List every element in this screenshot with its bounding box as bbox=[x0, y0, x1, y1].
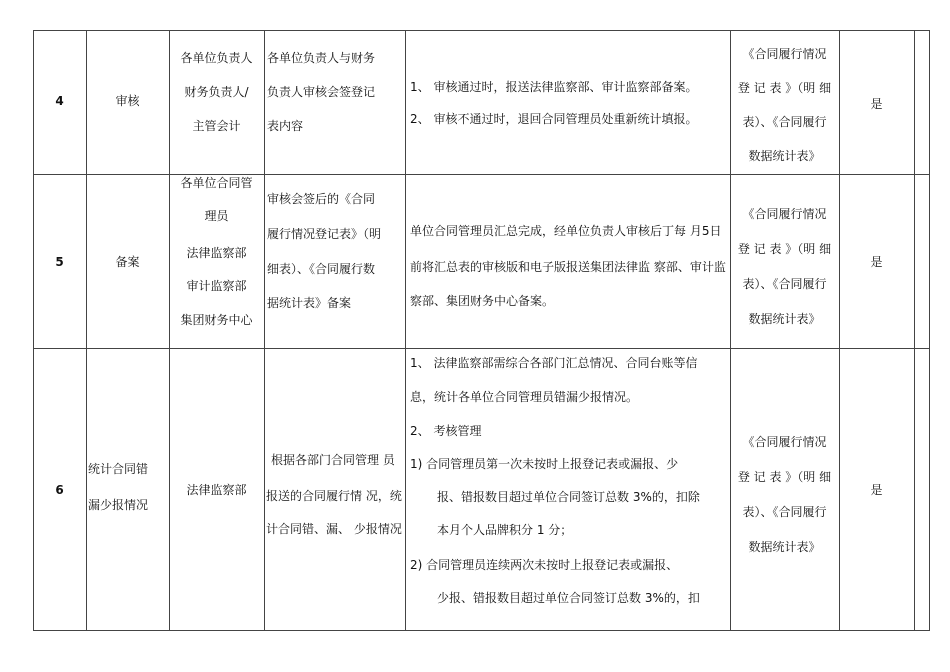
work-requirement: 察部、集团财务中心备案。 bbox=[410, 294, 555, 308]
work-content: 细表）、《合同履行数 bbox=[267, 262, 376, 276]
step-name: 统计合同错 bbox=[88, 462, 149, 476]
responsible-dept: 主管会计 bbox=[192, 119, 241, 133]
work-content: 据统计表》备案 bbox=[267, 296, 352, 310]
work-requirement: 息，统计各单位合同管理员错漏少报情况。 bbox=[410, 390, 639, 404]
work-requirement: 2) 合同管理员连续两次未按时上报登记表或漏报、 bbox=[410, 558, 679, 572]
work-requirement: 本月个人品牌积分 1 分； bbox=[437, 523, 573, 537]
table-border-right bbox=[929, 30, 930, 631]
step-name: 备案 bbox=[115, 255, 140, 269]
work-content: 审核会签后的《合同 bbox=[267, 192, 376, 206]
work-requirement: 报、错报数目超过单位合同签订总数 3%的，扣除 bbox=[437, 490, 700, 504]
responsible-dept: 各单位合同管 bbox=[180, 176, 253, 190]
work-requirement: 单位合同管理员汇总完成，经单位负责人审核后丁每 月5日 bbox=[410, 224, 722, 238]
key-control-flag: 是 bbox=[870, 255, 883, 269]
work-requirement: 2、 考核管理 bbox=[410, 424, 482, 438]
record-form: 《合同履行情况 bbox=[742, 435, 827, 449]
column-divider bbox=[33, 30, 34, 631]
responsible-dept: 法律监察部 bbox=[186, 483, 247, 497]
record-form: 《合同履行情况 bbox=[742, 47, 827, 61]
record-form: 登 记 表 》（明 细 bbox=[737, 81, 832, 95]
column-divider bbox=[86, 30, 87, 631]
work-content: 履行情况登记表》（明 bbox=[267, 227, 382, 241]
key-control-flag: 是 bbox=[870, 97, 883, 111]
work-content: 报送的合同履行情 况，统 bbox=[266, 489, 402, 503]
work-content: 根据各部门合同管理 员 bbox=[271, 453, 395, 467]
record-form: 表）、《合同履行 bbox=[742, 115, 827, 129]
responsible-dept: 集团财务中心 bbox=[180, 313, 253, 327]
work-requirement: 前将汇总表的审核版和电子版报送集团法律监 察部、审计监 bbox=[410, 260, 726, 274]
record-form: 数据统计表》 bbox=[748, 540, 821, 554]
record-form: 登 记 表 》（明 细 bbox=[737, 470, 832, 484]
key-control-flag: 是 bbox=[870, 483, 883, 497]
row-number: 4 bbox=[55, 94, 64, 108]
record-form: 登 记 表 》（明 细 bbox=[737, 242, 832, 256]
responsible-dept: 财务负责人/ bbox=[184, 85, 249, 99]
column-divider bbox=[264, 30, 265, 631]
column-divider bbox=[405, 30, 406, 631]
column-divider bbox=[914, 30, 915, 631]
table-border-bottom bbox=[33, 630, 930, 631]
row-number: 5 bbox=[55, 255, 64, 269]
work-content: 各单位负责人与财务 bbox=[267, 51, 376, 65]
record-form: 《合同履行情况 bbox=[742, 207, 827, 221]
work-requirement: 2、 审核不通过时，退回合同管理员处重新统计填报。 bbox=[410, 112, 698, 126]
record-form: 数据统计表》 bbox=[748, 149, 821, 163]
row-divider bbox=[33, 174, 930, 175]
responsible-dept: 理员 bbox=[204, 209, 229, 223]
work-content: 负责人审核会签登记 bbox=[267, 85, 376, 99]
work-requirement: 少报、错报数目超过单位合同签订总数 3%的，扣 bbox=[437, 591, 700, 605]
step-name: 漏少报情况 bbox=[88, 498, 149, 512]
work-requirement: 1、 法律监察部需综合各部门汇总情况、合同台账等信 bbox=[410, 356, 698, 370]
row-divider bbox=[33, 348, 930, 349]
work-requirement: 1) 合同管理员第一次未按时上报登记表或漏报、少 bbox=[410, 457, 679, 471]
work-requirement: 1、 审核通过时，报送法律监察部、审计监察部备案。 bbox=[410, 80, 698, 94]
responsible-dept: 审计监察部 bbox=[186, 279, 247, 293]
table-border-top bbox=[33, 30, 930, 31]
responsible-dept: 法律监察部 bbox=[186, 246, 247, 260]
column-divider bbox=[839, 30, 840, 631]
record-form: 数据统计表》 bbox=[748, 312, 821, 326]
record-form: 表）、《合同履行 bbox=[742, 277, 827, 291]
step-name: 审核 bbox=[115, 94, 140, 108]
work-content: 表内容 bbox=[267, 119, 304, 133]
responsible-dept: 各单位负责人 bbox=[180, 51, 253, 65]
work-content: 计合同错、漏、 少报情况 bbox=[266, 522, 402, 536]
row-number: 6 bbox=[55, 483, 64, 497]
record-form: 表）、《合同履行 bbox=[742, 505, 827, 519]
